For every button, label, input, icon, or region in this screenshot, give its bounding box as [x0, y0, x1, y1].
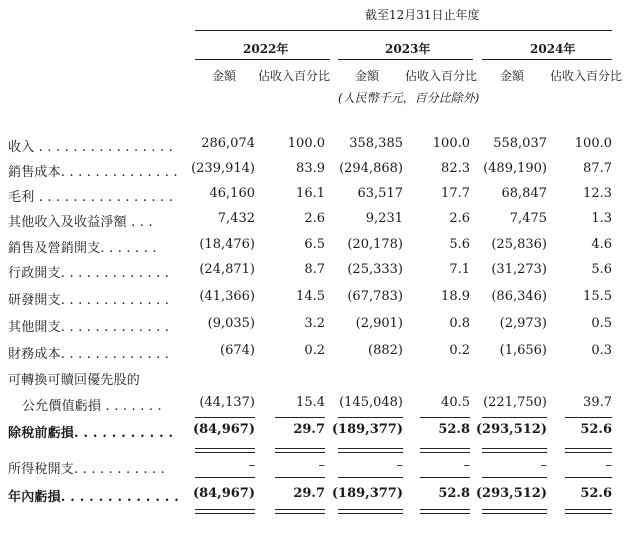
unit-note: (人民幣千元，百分比除外)	[338, 91, 480, 105]
table-cell: 100.0	[432, 136, 470, 151]
row-label: 年內虧損. . . . . . . . . . . . .	[8, 490, 179, 505]
table-cell: (293,512)	[475, 486, 547, 501]
table-cell: 17.7	[441, 186, 470, 201]
table-cell: –	[605, 458, 612, 473]
row-label: 研發開支. . . . . . . . . . . . .	[8, 293, 170, 308]
table-cell: (9,035)	[207, 316, 255, 331]
table-cell: (25,333)	[347, 262, 403, 277]
period-header: 截至12月31日止年度	[365, 8, 480, 22]
year-2022: 2022年	[243, 42, 289, 56]
table-cell: 7.1	[449, 262, 470, 277]
table-cell: –	[540, 458, 547, 473]
col-percent-2023: 佔收入百分比	[405, 69, 478, 83]
table-cell: (86,346)	[491, 289, 547, 304]
table-cell: 100.0	[287, 136, 325, 151]
table-cell: –	[248, 458, 255, 473]
table-cell: (145,048)	[339, 395, 403, 410]
table-cell: 9,231	[365, 211, 403, 226]
table-cell: 52.6	[580, 422, 612, 437]
row-label: 收入 . . . . . . . . . . . . . . . .	[8, 140, 174, 155]
col-amount-2022: 金額	[212, 69, 237, 83]
table-cell: (1,656)	[499, 343, 547, 358]
row-label: 其他收入及收益淨額 . . .	[8, 215, 153, 230]
table-cell: 5.6	[449, 237, 470, 252]
table-cell: (2,973)	[499, 316, 547, 331]
table-cell: (293,512)	[475, 422, 547, 437]
table-cell: 286,074	[201, 136, 255, 151]
year-2023: 2023年	[385, 42, 431, 56]
year-rule-2022	[195, 59, 330, 60]
table-cell: (44,137)	[199, 395, 255, 410]
table-cell: 15.4	[296, 395, 325, 410]
subtotal-rule-3	[338, 417, 403, 418]
table-cell: 1.3	[591, 211, 612, 226]
row-label: 公允價值虧損 . . . . . . .	[22, 399, 162, 414]
table-cell: 0.5	[591, 316, 612, 331]
col-percent-2022: 佔收入百分比	[258, 69, 331, 83]
table-cell: (67,783)	[347, 289, 403, 304]
subtotal-rule-4	[420, 417, 470, 418]
table-cell: 29.7	[293, 486, 325, 501]
table-cell: 40.5	[441, 395, 470, 410]
year-rule-2023	[338, 59, 473, 60]
table-cell: (239,914)	[191, 161, 255, 176]
dbl-rule-b5	[482, 509, 547, 514]
dbl-rule-b2	[275, 509, 325, 514]
table-cell: (221,750)	[483, 395, 547, 410]
table-cell: 46,160	[209, 186, 255, 201]
subtotal-rule-5	[482, 417, 547, 418]
dbl-rule-b3	[338, 509, 403, 514]
col-percent-2024: 佔收入百分比	[550, 69, 623, 83]
table-cell: 0.8	[449, 316, 470, 331]
table-cell: 8.7	[304, 262, 325, 277]
table-cell: 2.6	[304, 211, 325, 226]
total-rule-3	[338, 477, 403, 478]
table-cell: 358,385	[349, 136, 403, 151]
table-cell: 52.8	[438, 486, 470, 501]
table-cell: 63,517	[357, 186, 403, 201]
row-label: 可轉換可贖回優先股的	[8, 373, 141, 388]
table-cell: (189,377)	[331, 486, 403, 501]
table-cell: 87.7	[583, 161, 612, 176]
table-cell: (2,901)	[355, 316, 403, 331]
table-cell: 39.7	[583, 395, 612, 410]
total-rule-5	[482, 477, 547, 478]
dbl-rule-a5	[482, 448, 547, 453]
table-cell: 14.5	[296, 289, 325, 304]
table-cell: 7,432	[217, 211, 255, 226]
dbl-rule-b1	[195, 509, 255, 514]
total-rule-2	[275, 477, 325, 478]
table-cell: 7,475	[509, 211, 547, 226]
col-amount-2024: 金額	[500, 69, 525, 83]
table-cell: (294,868)	[339, 161, 403, 176]
dbl-rule-b6	[565, 509, 612, 514]
table-cell: (674)	[220, 343, 255, 358]
row-label: 毛利 . . . . . . . . . . . . . . . .	[8, 190, 174, 205]
table-cell: 3.2	[304, 316, 325, 331]
table-cell: (25,836)	[491, 237, 547, 252]
total-rule-1	[195, 477, 255, 478]
row-label: 行政開支. . . . . . . . . . . . .	[8, 266, 170, 281]
table-cell: 52.6	[580, 486, 612, 501]
table-cell: 558,037	[493, 136, 547, 151]
table-cell: (189,377)	[331, 422, 403, 437]
total-rule-4	[420, 477, 470, 478]
table-cell: 0.3	[591, 343, 612, 358]
row-label: 財務成本. . . . . . . . . . . . .	[8, 347, 170, 362]
year-rule-2024	[482, 59, 612, 60]
table-cell: –	[318, 458, 325, 473]
dbl-rule-a3	[338, 448, 403, 453]
table-cell: (84,967)	[192, 486, 255, 501]
table-cell: 4.6	[591, 237, 612, 252]
subtotal-rule-2	[275, 417, 325, 418]
row-label: 除稅前虧損. . . . . . . . . . .	[8, 426, 174, 441]
table-cell: 15.5	[583, 289, 612, 304]
table-cell: (489,190)	[483, 161, 547, 176]
table-cell: (18,476)	[199, 237, 255, 252]
table-cell: 83.9	[296, 161, 325, 176]
table-cell: 0.2	[304, 343, 325, 358]
total-rule-6	[565, 477, 612, 478]
row-label: 銷售成本. . . . . . . . . . . . . .	[8, 165, 178, 180]
table-cell: 0.2	[449, 343, 470, 358]
table-cell: (41,366)	[199, 289, 255, 304]
col-amount-2023: 金額	[355, 69, 380, 83]
table-cell: –	[463, 458, 470, 473]
table-cell: 52.8	[438, 422, 470, 437]
dbl-rule-a2	[275, 448, 325, 453]
table-cell: 18.9	[441, 289, 470, 304]
table-cell: 29.7	[293, 422, 325, 437]
subtotal-rule-6	[565, 417, 612, 418]
table-cell: 12.3	[583, 186, 612, 201]
table-cell: (31,273)	[491, 262, 547, 277]
table-cell: 16.1	[296, 186, 325, 201]
row-label: 所得稅開支. . . . . . . . . . .	[8, 462, 165, 477]
table-cell: 68,847	[501, 186, 547, 201]
table-cell: (882)	[368, 343, 403, 358]
table-cell: (24,871)	[199, 262, 255, 277]
header-rule	[195, 30, 612, 31]
dbl-rule-a6	[565, 448, 612, 453]
subtotal-rule-1	[195, 417, 255, 418]
table-cell: (20,178)	[347, 237, 403, 252]
table-cell: 82.3	[441, 161, 470, 176]
dbl-rule-a4	[420, 448, 470, 453]
row-label: 其他開支. . . . . . . . . . . . .	[8, 320, 170, 335]
table-cell: 6.5	[304, 237, 325, 252]
dbl-rule-a1	[195, 448, 255, 453]
row-label: 銷售及營銷開支. . . . . . .	[8, 241, 157, 256]
table-cell: 2.6	[449, 211, 470, 226]
table-cell: 100.0	[574, 136, 612, 151]
year-2024: 2024年	[530, 42, 576, 56]
dbl-rule-b4	[420, 509, 470, 514]
table-cell: (84,967)	[192, 422, 255, 437]
table-cell: –	[396, 458, 403, 473]
table-cell: 5.6	[591, 262, 612, 277]
